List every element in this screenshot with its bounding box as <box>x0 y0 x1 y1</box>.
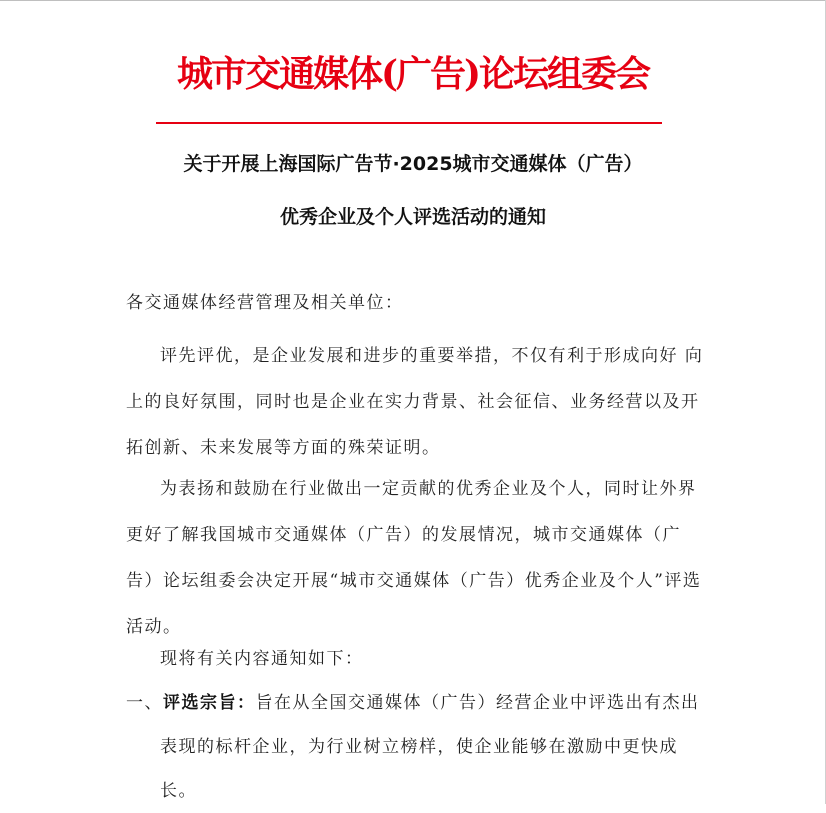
paragraph-1: 评先评优，是企业发展和进步的重要举措，不仅有利于形成向好 向上的良好氛围，同时也是企业在实力背景、社会征信、业务经营以及开拓创新、未来发展等方面的殊荣证明。 <box>126 346 704 458</box>
paragraph-2: 为表扬和鼓励在行业做出一定贡献的优秀企业及个人，同时让外界更好了解我国城市交通媒体（广告）的发展情况，城市交通媒体（广告）论坛组委会决定开展“城市交通媒体（广告）优秀企业及个人”评选活动。 <box>126 479 702 637</box>
paragraph-3: 现将有关内容通知如下： <box>160 649 364 669</box>
section-1-number: 一、 <box>126 693 163 713</box>
section-1-text: 旨在从全国交通媒体（广告）经营企业中评选出有杰出表现的标杆企业，为行业树立榜样，使企业能够在激励中更快成长。 <box>160 693 700 801</box>
section-1-heading: 评选宗旨： <box>163 693 256 713</box>
salutation: 各交通媒体经营管理及相关单位： <box>126 293 404 313</box>
masthead-red-rule <box>156 122 662 124</box>
masthead-title: 城市交通媒体(广告)论坛组委会 <box>176 53 650 95</box>
section-1 <box>126 681 706 813</box>
notice-title-line-2: 优秀企业及个人评选活动的通知 <box>279 206 546 228</box>
notice-title-line-1: 关于开展上海国际广告节·2025城市交通媒体（广告） <box>183 153 643 175</box>
page-top-border <box>0 0 826 1</box>
